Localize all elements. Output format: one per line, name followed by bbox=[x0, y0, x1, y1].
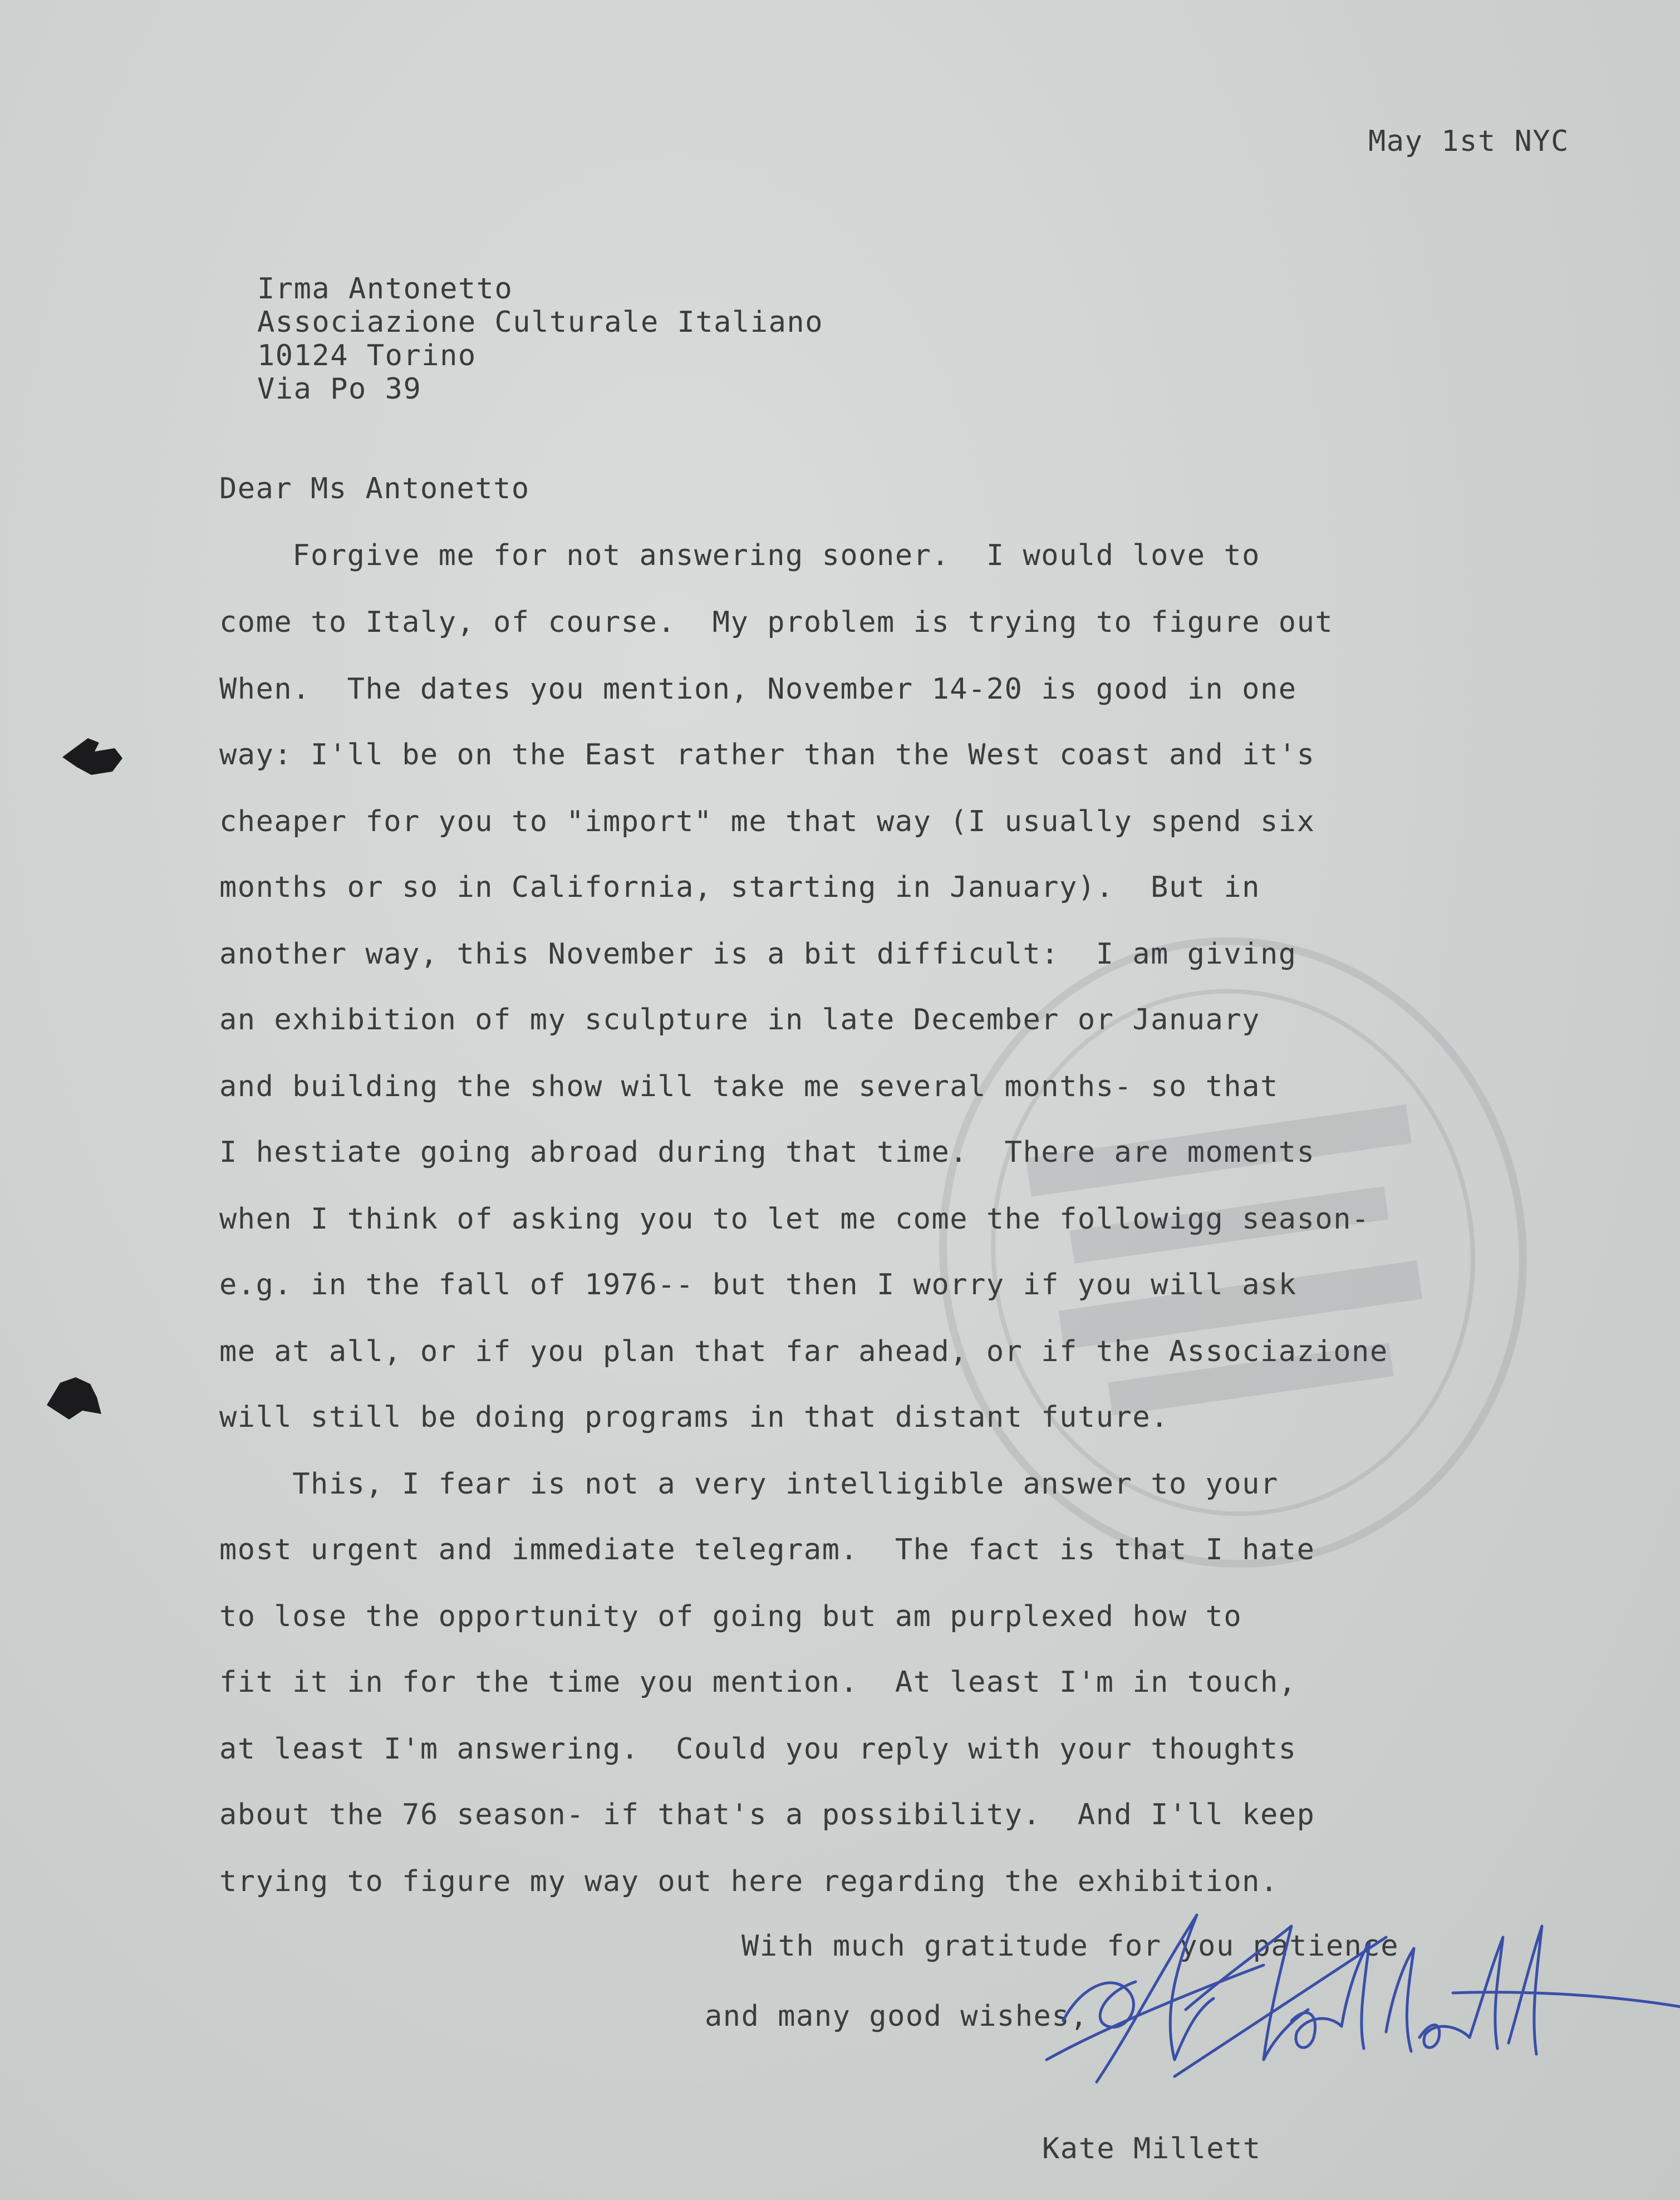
body-line: to lose the opportunity of going but am purplexed how to bbox=[219, 1600, 1242, 1633]
body-line: fit it in for the time you mention. At least I'm in touch, bbox=[219, 1666, 1297, 1699]
body-line: at least I'm answering. Could you reply with your thoughts bbox=[219, 1732, 1297, 1766]
body-line: I hestiate going abroad during that time. There are moments bbox=[219, 1136, 1315, 1169]
body-line: When. The dates you mention, November 14-20 is good in one bbox=[219, 672, 1297, 706]
body-line: most urgent and immediate telegram. The fact is that I hate bbox=[219, 1533, 1315, 1566]
body-line: me at all, or if you plan that far ahead, or if the Associazione bbox=[219, 1335, 1388, 1368]
binder-hole-mark-lower bbox=[43, 1375, 105, 1425]
salutation: Dear Ms Antonetto bbox=[219, 472, 530, 505]
body-line: e.g. in the fall of 1976-- but then I worry if you will ask bbox=[219, 1268, 1297, 1302]
recipient-street: Via Po 39 bbox=[257, 372, 422, 406]
body-line: and building the show will take me several months- so that bbox=[219, 1070, 1279, 1103]
recipient-city: 10124 Torino bbox=[257, 339, 477, 372]
body-line: way: I'll be on the East rather than the West coast and it's bbox=[219, 738, 1315, 772]
body-line: This, I fear is not a very intelligible answer to your bbox=[219, 1467, 1279, 1501]
body-line: about the 76 season- if that's a possibility. And I'll keep bbox=[219, 1798, 1315, 1831]
signature-typed-name: Kate Millett bbox=[1042, 2132, 1261, 2165]
closing-line: and many good wishes, bbox=[705, 2000, 1088, 2033]
body-line: another way, this November is a bit difficult: I am giving bbox=[219, 937, 1297, 971]
body-line: cheaper for you to "import" me that way (I usually spend six bbox=[219, 805, 1315, 838]
letter-date: May 1st NYC bbox=[1368, 125, 1569, 158]
faded-stamp-mark bbox=[870, 877, 1597, 1628]
body-line: come to Italy, of course. My problem is trying to figure out bbox=[219, 606, 1334, 639]
body-line: trying to figure my way out here regarding the exhibition. bbox=[219, 1865, 1279, 1898]
recipient-organization: Associazione Culturale Italiano bbox=[257, 306, 824, 339]
body-line: Forgive me for not answering sooner. I would love to bbox=[219, 539, 1260, 572]
body-line: will still be doing programs in that distant future. bbox=[219, 1401, 1169, 1434]
closing-line: With much gratitude for you patience bbox=[741, 1929, 1399, 1963]
body-line: when I think of asking you to let me come the followigg season- bbox=[219, 1202, 1370, 1236]
handwritten-signature bbox=[1030, 1893, 1680, 2127]
body-line: months or so in California, starting in January). But in bbox=[219, 871, 1260, 904]
recipient-name: Irma Antonetto bbox=[257, 272, 513, 306]
body-line: an exhibition of my sculpture in late December or January bbox=[219, 1003, 1260, 1037]
binder-hole-mark-upper bbox=[60, 735, 127, 779]
